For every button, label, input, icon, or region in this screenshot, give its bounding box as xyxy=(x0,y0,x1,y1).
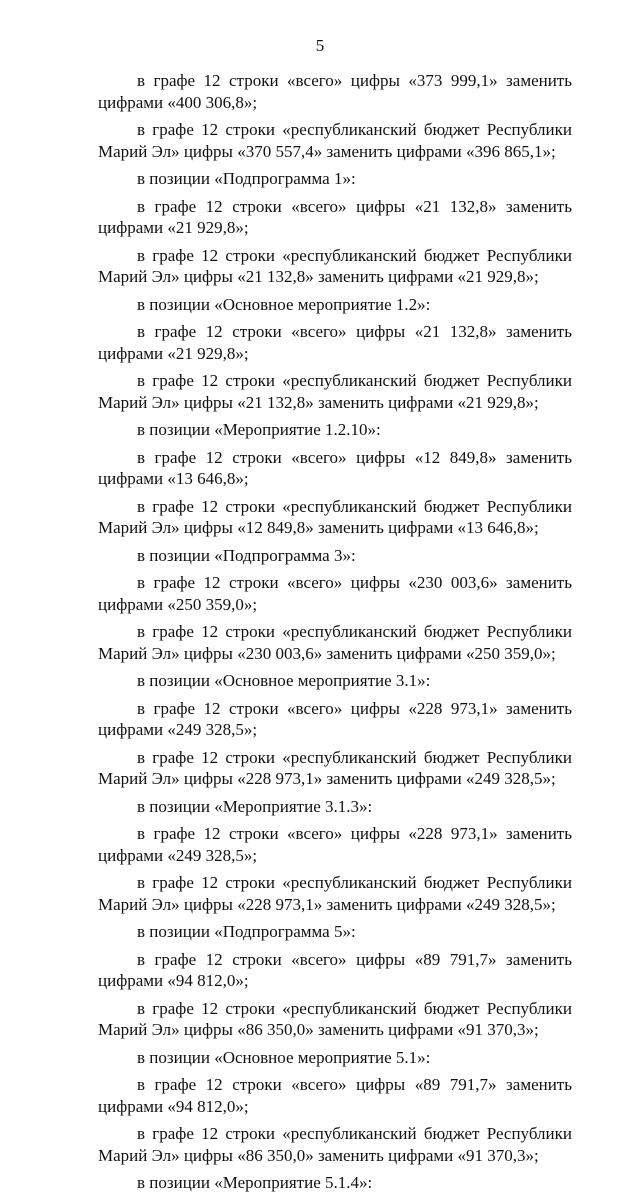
paragraph: в графе 12 строки «республиканский бюджет Республики Марий Эл» цифры «228 973,1» заменить цифрами «249 328,5»; xyxy=(98,747,572,788)
paragraph: в графе 12 строки «республиканский бюджет Республики Марий Эл» цифры «230 003,6» заменить цифрами «250 359,0»; xyxy=(98,622,572,663)
paragraph: в графе 12 строки «всего» цифры «21 132,8» заменить цифрами «21 929,8»; xyxy=(98,322,572,363)
page-number: 5 xyxy=(315,36,325,55)
section-heading: в позиции «Подпрограмма 1»: xyxy=(137,169,356,188)
section-heading: в позиции «Подпрограмма 5»: xyxy=(137,922,356,941)
paragraph: в графе 12 строки «республиканский бюджет Республики Марий Эл» цифры «21 132,8» заменить цифрами «21 929,8»; xyxy=(98,245,572,286)
paragraph: в графе 12 строки «всего» цифры «89 791,7» заменить цифрами «94 812,0»; xyxy=(98,949,572,990)
paragraph: в графе 12 строки «всего» цифры «89 791,7» заменить цифрами «94 812,0»; xyxy=(98,1075,572,1116)
paragraph: в графе 12 строки «всего» цифры «373 999,1» заменить цифрами «400 306,8»; xyxy=(98,71,572,112)
paragraph: в графе 12 строки «всего» цифры «12 849,8» заменить цифрами «13 646,8»; xyxy=(98,447,572,488)
section-heading: в позиции «Основное мероприятие 5.1»: xyxy=(137,1047,431,1067)
paragraph: в графе 12 строки «республиканский бюджет Республики Марий Эл» цифры «21 132,8» заменить цифрами «21 929,8»; xyxy=(98,371,572,412)
paragraph: в графе 12 строки «всего» цифры «21 132,8» заменить цифрами «21 929,8»; xyxy=(98,196,572,237)
section-heading: в позиции «Мероприятие 1.2.10»: xyxy=(137,420,381,439)
paragraph: в графе 12 строки «республиканский бюджет Республики Марий Эл» цифры «86 350,0» заменить цифрами «91 370,3»; xyxy=(98,1124,572,1165)
paragraph: в графе 12 строки «республиканский бюджет Республики Марий Эл» цифры «86 350,0» заменить цифрами «91 370,3»; xyxy=(98,998,572,1039)
document-body xyxy=(98,70,572,1200)
section-heading: в позиции «Основное мероприятие 1.2»: xyxy=(137,294,431,314)
paragraph: в графе 12 строки «всего» цифры «228 973,1» заменить цифрами «249 328,5»; xyxy=(98,698,572,739)
section-heading: в позиции «Мероприятие 3.1.3»: xyxy=(137,796,373,816)
section-heading: в позиции «Подпрограмма 3»: xyxy=(137,545,356,565)
paragraph: в графе 12 строки «республиканский бюджет Республики Марий Эл» цифры «370 557,4» заменить цифрами «396 865,1»; xyxy=(98,120,572,161)
section-heading: в позиции «Основное мероприятие 3.1»: xyxy=(137,671,431,690)
paragraph: в графе 12 строки «всего» цифры «228 973,1» заменить цифрами «249 328,5»; xyxy=(98,824,572,865)
paragraph: в графе 12 строки «республиканский бюджет Республики Марий Эл» цифры «228 973,1» заменить цифрами «249 328,5»; xyxy=(98,873,572,914)
paragraph: в графе 12 строки «всего» цифры «230 003,6» заменить цифрами «250 359,0»; xyxy=(98,573,572,614)
paragraph: в графе 12 строки «республиканский бюджет Республики Марий Эл» цифры «12 849,8» заменить цифрами «13 646,8»; xyxy=(98,496,572,537)
section-heading: в позиции «Мероприятие 5.1.4»: xyxy=(137,1173,373,1192)
